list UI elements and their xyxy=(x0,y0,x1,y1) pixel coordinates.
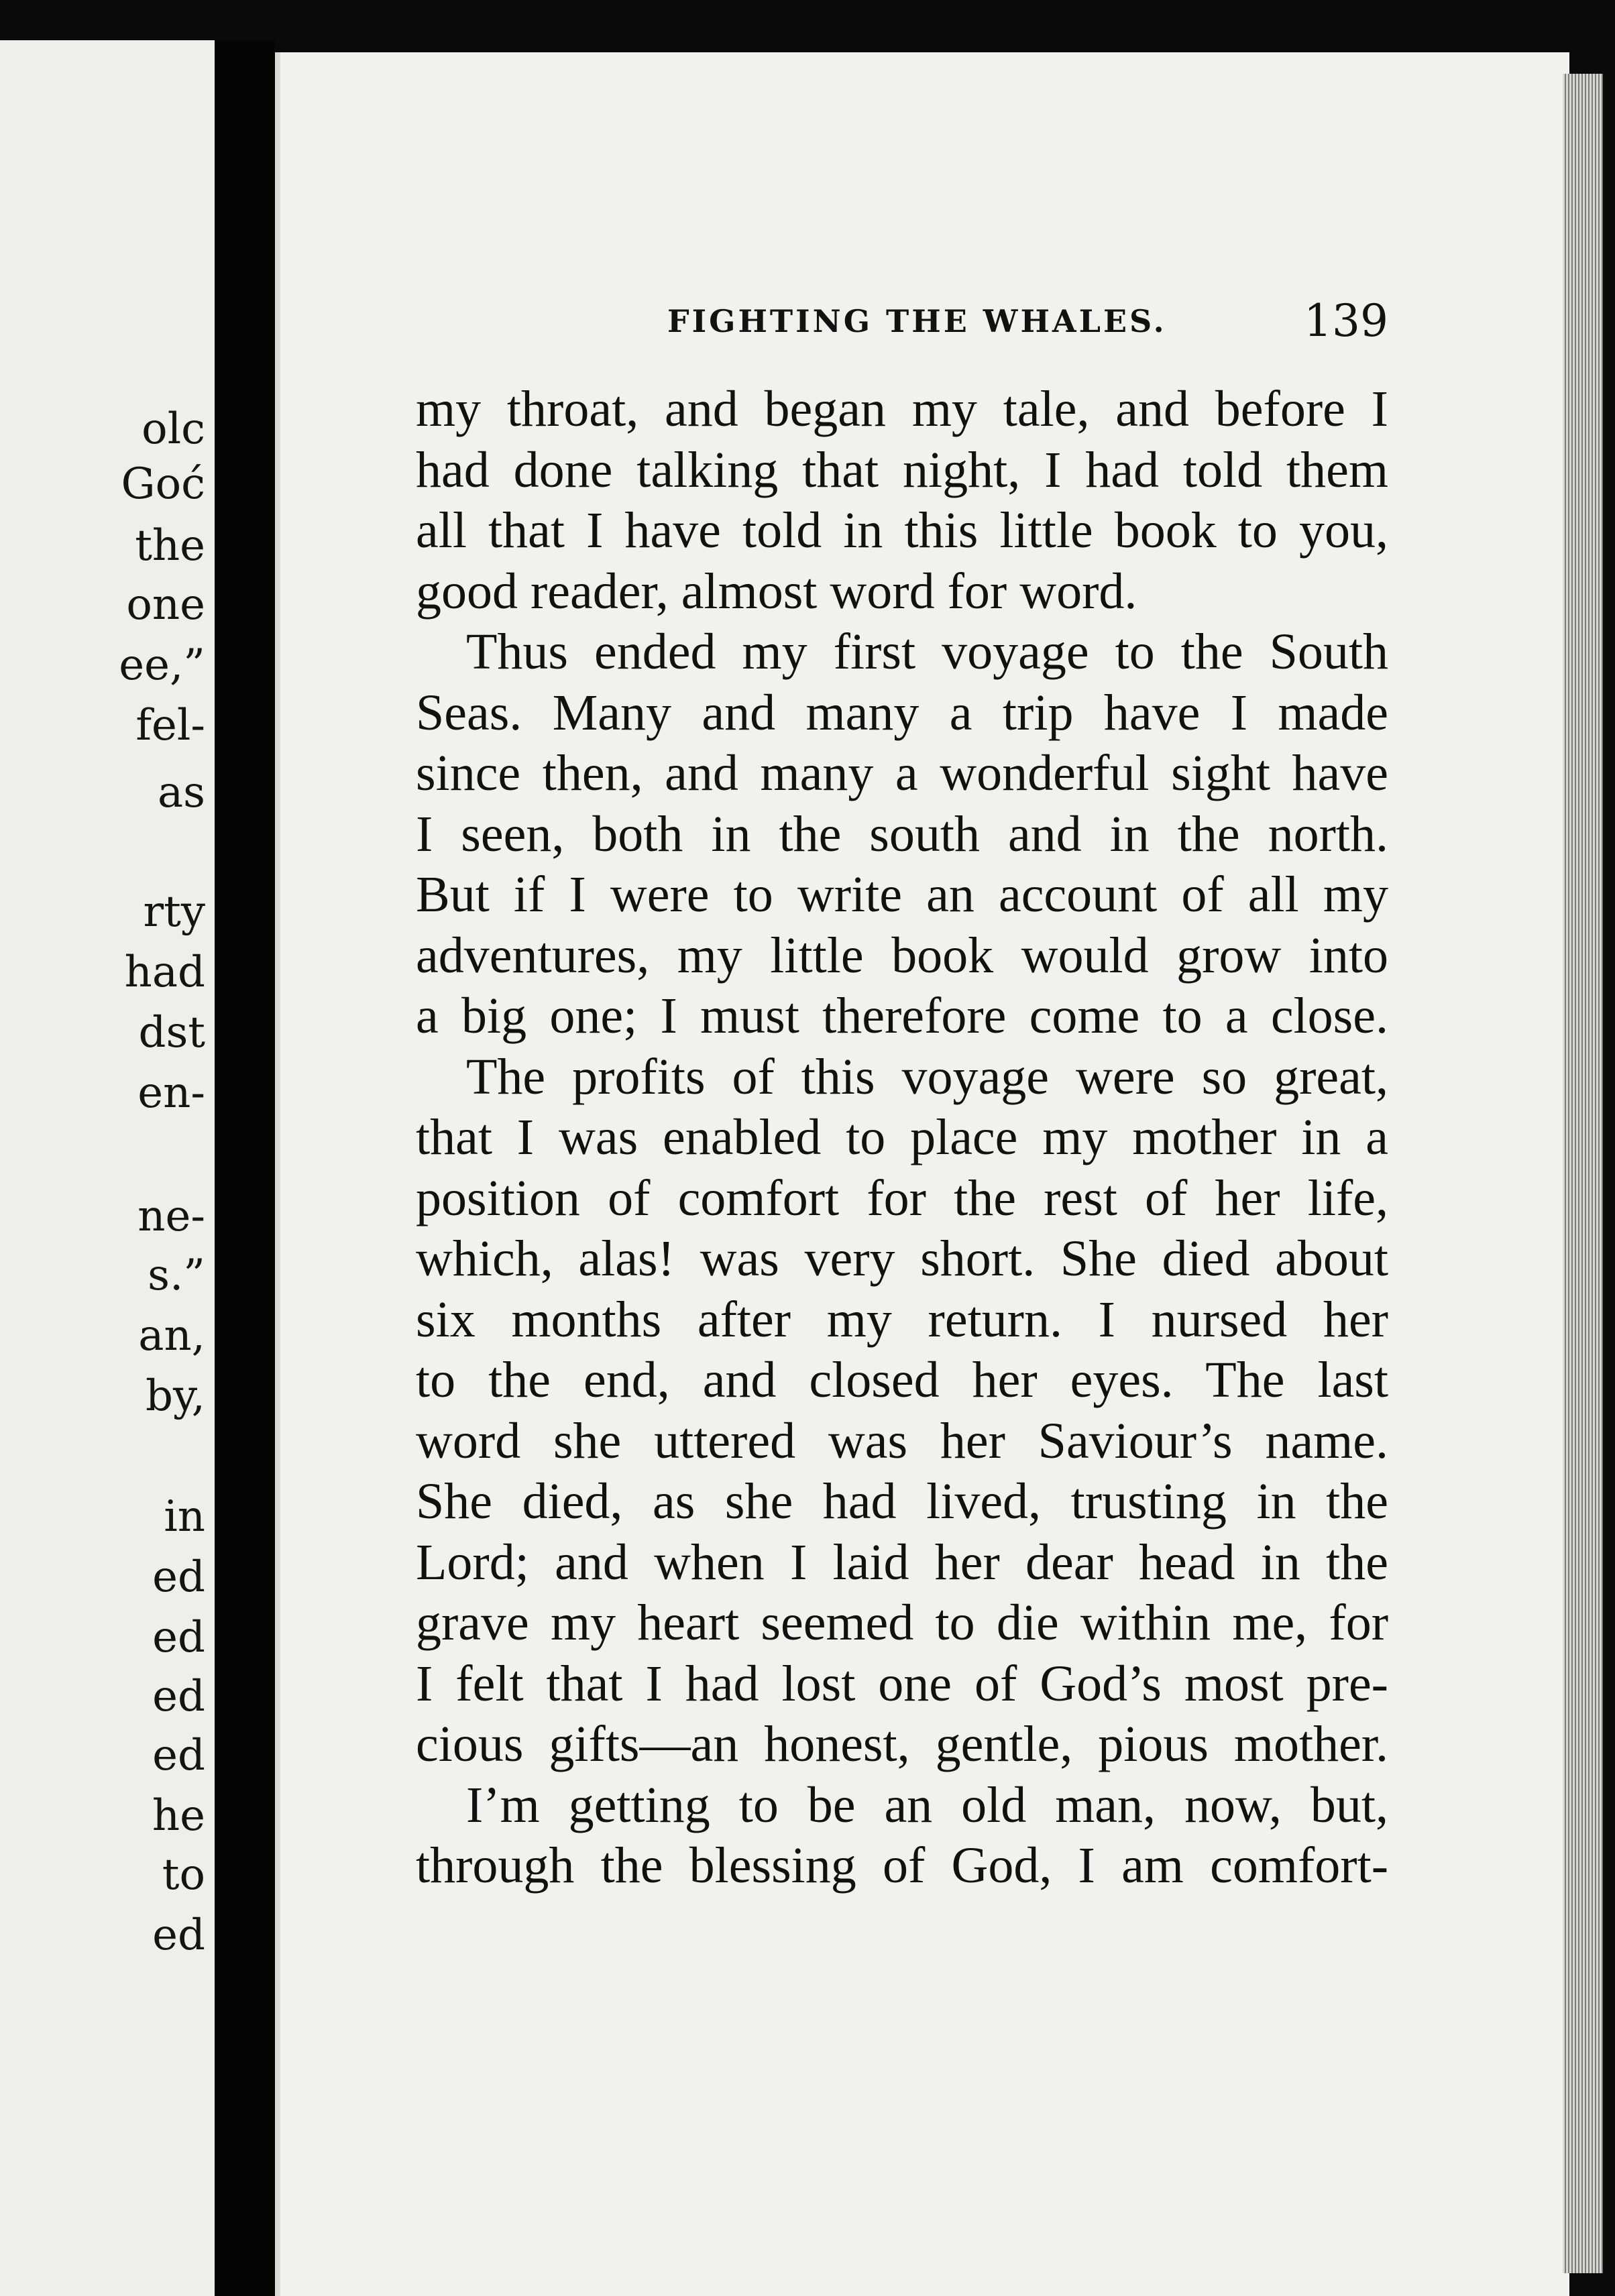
binding-gutter xyxy=(215,40,275,2296)
text-line: to the end, and closed her eyes. The last xyxy=(416,1352,1388,1408)
left-facing-page xyxy=(0,40,215,2296)
text-line: But if I were to write an account of all my xyxy=(416,866,1388,923)
left-page-fragment: fel- xyxy=(135,701,205,750)
paragraph-first-line: Thus ended my first voyage to the South xyxy=(466,624,1388,680)
left-page-fragment: as xyxy=(158,768,205,817)
page-number: 139 xyxy=(1304,295,1388,347)
text-line: I felt that I had lost one of God’s most pre- xyxy=(416,1655,1388,1712)
running-title: FIGHTING THE WHALES. xyxy=(667,303,1167,339)
text-line: which, alas! was very short. She died about xyxy=(416,1230,1388,1287)
running-header xyxy=(667,295,1388,349)
left-page-fragment: s.” xyxy=(148,1251,205,1300)
left-page-fragment: ed xyxy=(152,1552,205,1602)
text-line: through the blessing of God, I am comfort- xyxy=(416,1837,1388,1894)
text-line: word she uttered was her Saviour’s name. xyxy=(416,1412,1388,1469)
text-line: had done talking that night, I had told them xyxy=(416,441,1388,498)
left-page-fragment: an, xyxy=(138,1311,205,1361)
left-page-fragment: in xyxy=(164,1492,205,1542)
left-page-fragment: dst xyxy=(138,1008,205,1057)
text-line: Lord; and when I laid her dear head in the xyxy=(416,1534,1388,1591)
paragraph-first-line: I’m getting to be an old man, now, but, xyxy=(466,1776,1388,1833)
left-page-fragment: ed xyxy=(152,1672,205,1721)
left-page-fragment: ee,” xyxy=(119,640,205,690)
left-page-fragment: en- xyxy=(137,1068,205,1118)
text-line: Seas. Many and many a trip have I made xyxy=(416,684,1388,741)
left-page-fragment: ed xyxy=(152,1613,205,1662)
paragraph-first-line: The profits of this voyage were so great, xyxy=(466,1048,1388,1105)
left-page-fragment: Goć xyxy=(121,459,205,509)
left-page-fragment: olc xyxy=(142,404,205,454)
left-page-fragment: the xyxy=(135,521,205,571)
left-page-fragment: ne- xyxy=(137,1192,205,1241)
text-line: good reader, almost word for word. xyxy=(416,563,1137,620)
text-line: since then, and many a wonderful sight have xyxy=(416,745,1388,801)
text-line: that I was enabled to place my mother in a xyxy=(416,1109,1388,1165)
text-line: adventures, my little book would grow into xyxy=(416,927,1388,984)
left-page-fragment: one xyxy=(126,580,205,630)
text-line: six months after my return. I nursed her xyxy=(416,1291,1388,1348)
text-line: my throat, and began my tale, and before I xyxy=(416,381,1388,437)
left-page-fragment: rty xyxy=(143,887,205,937)
text-line: a big one; I must therefore come to a close. xyxy=(416,988,1388,1044)
left-page-fragment: to xyxy=(162,1850,205,1900)
text-line: cious gifts—an honest, gentle, pious mother. xyxy=(416,1716,1388,1772)
text-line: grave my heart seemed to die within me, for xyxy=(416,1595,1388,1651)
text-line: all that I have told in this little book to you, xyxy=(416,502,1388,559)
body-text xyxy=(416,379,1388,1896)
left-page-fragment: by, xyxy=(146,1371,205,1421)
text-line: position of comfort for the rest of her life, xyxy=(416,1169,1388,1226)
left-page-fragment: ed xyxy=(152,1731,205,1780)
text-line: She died, as she had lived, trusting in the xyxy=(416,1473,1388,1530)
left-page-fragment: had xyxy=(124,948,205,997)
text-line: I seen, both in the south and in the north. xyxy=(416,805,1388,862)
left-page-fragment: ed xyxy=(152,1910,205,1960)
page-edge-stack xyxy=(1563,74,1603,2273)
left-page-fragment: he xyxy=(152,1791,205,1841)
